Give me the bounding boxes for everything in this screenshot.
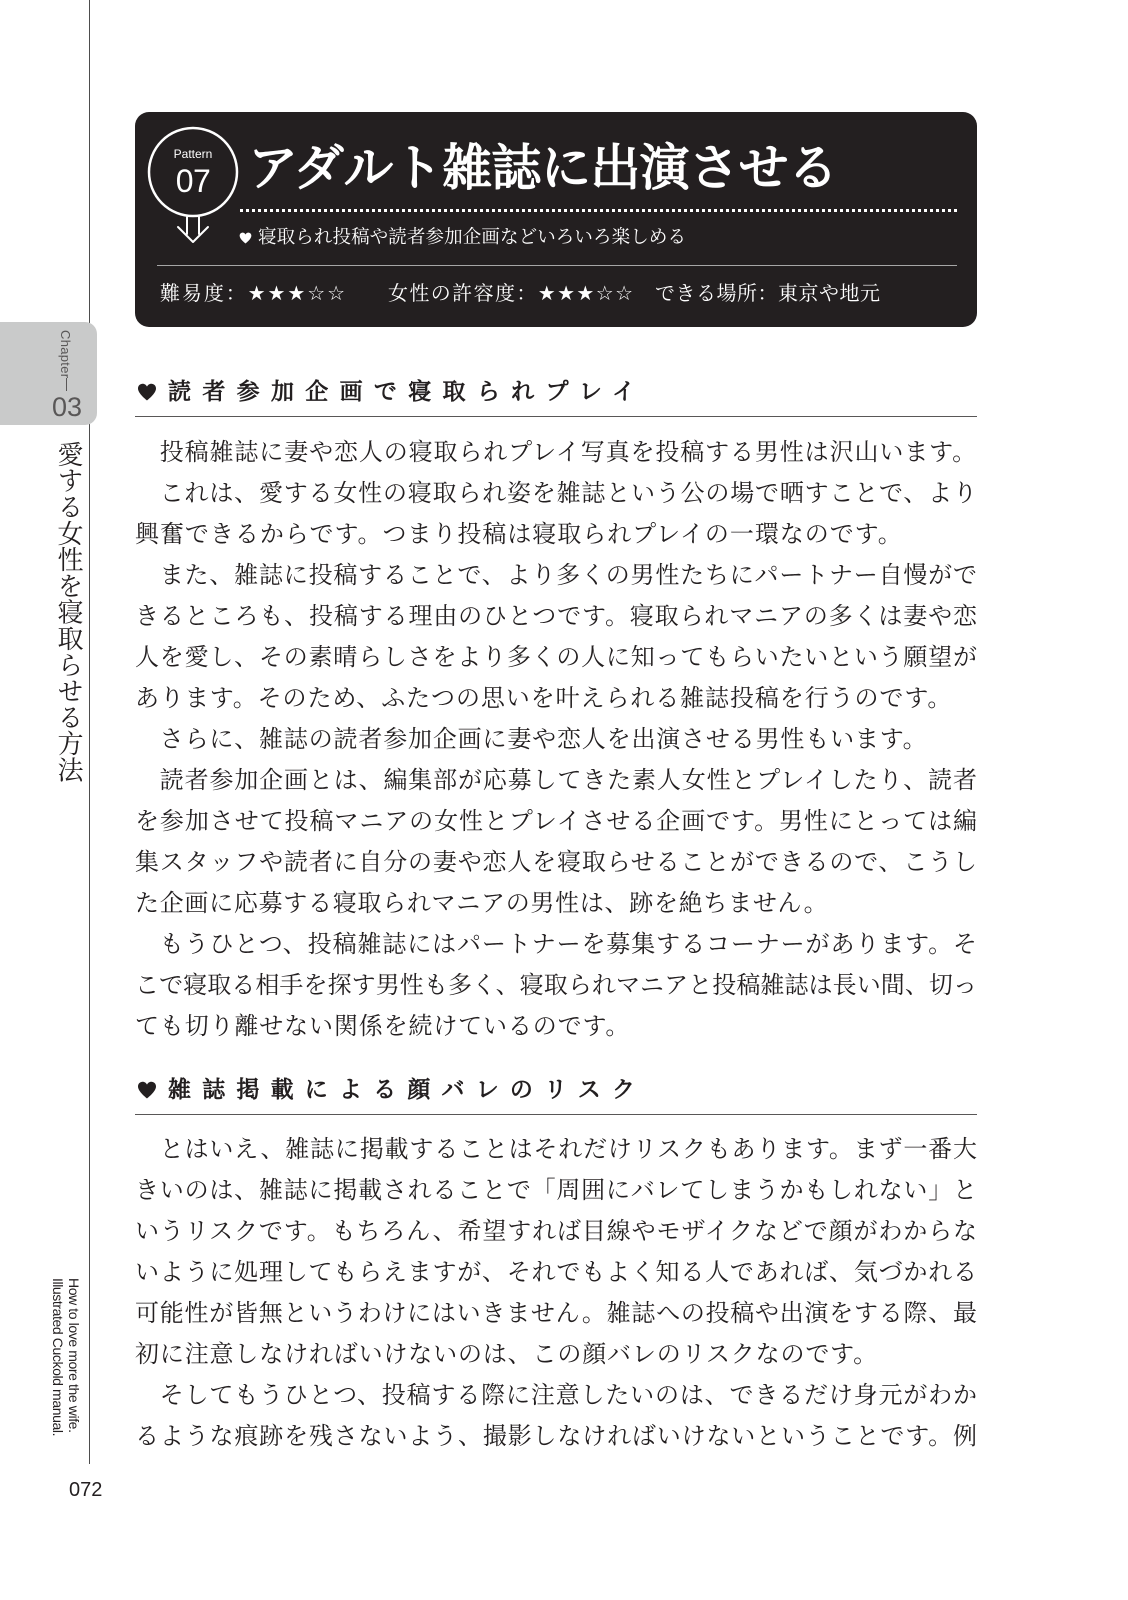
section-heading-text: 雑誌掲載による顔バレのリスク	[168, 1077, 647, 1103]
paragraph	[135, 1375, 977, 1457]
text-line: きいのは、雑誌に掲載されることで「周囲にバレてしまうかもしれない」と	[135, 1176, 978, 1204]
book-title	[50, 1278, 82, 1436]
text-line: とはいえ、雑誌に掲載することはそれだけリスクもあります。まず一番大	[159, 1135, 978, 1163]
chapter-title: 愛する女性を寝取らせる方法	[53, 441, 83, 783]
heart-icon	[239, 232, 252, 244]
star-rating: ★★★☆☆	[247, 281, 347, 305]
arrow-down-icon	[178, 217, 208, 242]
text-line: 人を愛し、その素晴らしさをより多くの人に知ってもらいたいという願望が	[135, 643, 978, 671]
paragraph	[135, 719, 977, 760]
text-line: 興奮できるからです。つまり投稿は寝取られプレイの一環なのです。	[135, 520, 903, 548]
section-body	[135, 1129, 977, 1457]
rating-value: 東京や地元	[778, 281, 881, 305]
text-line: きるところも、投稿する理由のひとつです。寝取られマニアの多くは妻や恋	[135, 602, 978, 630]
pattern-number: 07	[175, 163, 211, 199]
section-heading	[135, 376, 977, 417]
heart-icon	[137, 1081, 157, 1099]
rating-label: できる場所：	[655, 281, 778, 305]
text-line: 可能性が皆無というわけにはいきません。雑誌への投稿や出演をする際、最	[135, 1299, 978, 1327]
heart-icon	[137, 383, 157, 401]
text-line: いうリスクです。もちろん、希望すれば目線やモザイクなどで顔がわからな	[135, 1217, 978, 1245]
text-line: そしてもうひとつ、投稿する際に注意したいのは、できるだけ身元がわか	[159, 1381, 978, 1409]
paragraph	[135, 924, 977, 1047]
rating-place	[655, 279, 881, 307]
header-divider	[157, 265, 957, 266]
chapter-tab	[0, 322, 97, 425]
paragraph	[135, 1129, 977, 1375]
rating-difficulty	[160, 279, 347, 307]
text-line: さらに、雑誌の読者参加企画に妻や恋人を出演させる男性もいます。	[159, 725, 928, 753]
book-title-line: Illustrated Cuckold manual.	[50, 1278, 66, 1437]
text-line: を参加させて投稿マニアの女性とプレイさせる企画です。男性にとっては編	[135, 807, 978, 835]
paragraph	[135, 555, 977, 719]
paragraph	[135, 760, 977, 924]
paragraph	[135, 432, 977, 473]
text-line: た企画に応募する寝取られマニアの男性は、跡を絶ちません。	[135, 889, 829, 917]
pattern-label: Pattern	[173, 147, 213, 161]
rating-label: 女性の許容度：	[388, 281, 538, 305]
page-number: 072	[69, 1479, 103, 1501]
section-heading	[135, 1074, 977, 1115]
book-title-line: How to love more the wife.	[66, 1278, 82, 1433]
section-heading-text: 読者参加企画で寝取られプレイ	[168, 379, 647, 405]
subtitle: 寝取られ投稿や読者参加企画などいろいろ楽しめる	[258, 227, 687, 248]
chapter-separator	[66, 378, 67, 391]
page-title: アダルト雑誌に出演させる	[248, 139, 838, 197]
rating-tolerance	[388, 279, 634, 307]
text-line: また、雑誌に投稿することで、より多くの男性たちにパートナー自慢がで	[159, 561, 978, 589]
chapter-label: Chapter	[58, 330, 73, 379]
text-line: 投稿雑誌に妻や恋人の寝取られプレイ写真を投稿する男性は沢山います。	[159, 438, 977, 466]
text-line: いように処理してもらえますが、それでもよく知る人であれば、気づかれる	[135, 1258, 978, 1286]
text-line: 初に注意しなければいけないのは、この顔バレのリスクなのです。	[135, 1340, 878, 1368]
rating-label: 難易度：	[160, 281, 248, 305]
text-line: るような痕跡を残さないよう、撮影しなければいけないということです。例	[135, 1422, 978, 1450]
margin-rule	[89, 0, 90, 1464]
dotted-divider	[240, 209, 957, 212]
chapter-number: 03	[51, 392, 83, 422]
text-line: 集スタッフや読者に自分の妻や恋人を寝取らせることができるので、こうし	[135, 848, 978, 876]
text-line: 読者参加企画とは、編集部が応募してきた素人女性とプレイしたり、読者	[159, 766, 978, 794]
text-line: こで寝取る相手を探す男性も多く、寝取られマニアと投稿雑誌は長い間、切っ	[135, 971, 978, 999]
star-rating: ★★★☆☆	[537, 281, 635, 305]
paragraph	[135, 473, 977, 555]
section-body	[135, 432, 977, 1047]
text-line: これは、愛する女性の寝取られ姿を雑誌という公の場で晒すことで、より	[159, 479, 978, 507]
text-line: もうひとつ、投稿雑誌にはパートナーを募集するコーナーがあります。そ	[159, 930, 978, 958]
text-line: ても切り離せない関係を続けているのです。	[135, 1012, 631, 1040]
pattern-header	[135, 112, 977, 327]
text-line: あります。そのため、ふたつの思いを叶えられる雑誌投稿を行うのです。	[135, 684, 953, 712]
